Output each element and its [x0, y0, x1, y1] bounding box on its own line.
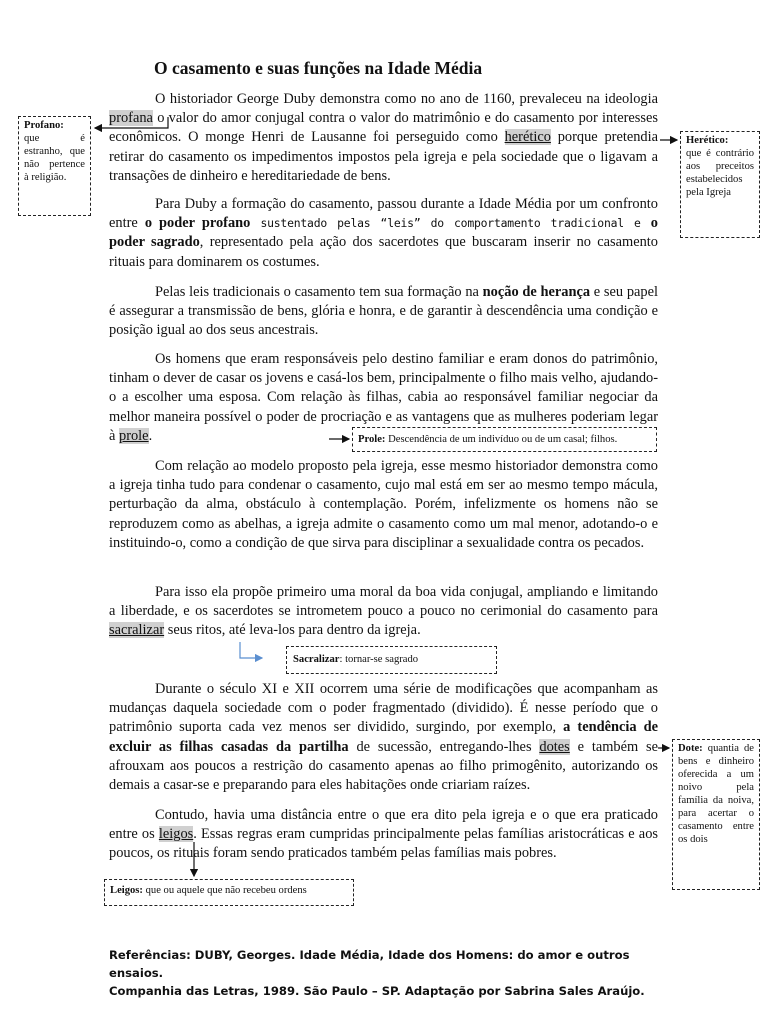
paragraph-6: Para isso ela propõe primeiro uma moral da boa vida conjugal, ampliando e limitando a liberdade, e os sacerdotes se intrometem pouco a pouco no cerimonial do casamento para sacralizar seus ritos, até leva-los para dentro da igreja.: [109, 584, 658, 639]
term-heretico: herético: [504, 129, 551, 146]
term-leigos: leigos: [158, 826, 194, 843]
paragraph-5: Com relação ao modelo proposto pela igreja, esse mesmo historiador demonstra como a igreja tinha tudo para condenar o casamento, cujo mal está em ser ao mesmo tempo mácula, perturbação da alma, obstáculo à contemplação. Porém, infelizmente os homens não se reproduzem como as abelhas, a igreja admite o casamento como um mal menor, adotando-o e instituindo-o, como a condição de que sirva para disciplinar a sexualidade contra os pecados.: [109, 458, 658, 551]
references: Referências: DUBY, Georges. Idade Média, Idade dos Homens: do amor e outros ensaios. Companhia das Letras, 1989. São Paulo – SP. Adaptação por Sabrina Sales Araújo.: [109, 948, 645, 998]
term-prole: prole: [119, 427, 149, 444]
term-dotes: dotes: [539, 738, 570, 755]
paragraph-2: Para Duby a formação do casamento, passou durante a Idade Média por um confronto entre o poder profano sustentado pelas “leis” do comportamento tradicional e o poder sagrado, representado pela ação dos sacerdotes que buscaram inserir no casamento rituais para dominarem os costumes.: [109, 196, 658, 270]
paragraph-4: Os homens que eram responsáveis pelo destino familiar e eram donos do patrimônio, tinham o dever de casar os jovens e casá-los bem, principalmente o filho mais velho, ajudando-o a escolher uma esposa. Com relação às filhas, cabia ao responsável familiar negociar da melhor maneira possível o poder de procriação e as vantagens que as mulheres poderiam legar à prole.: [109, 351, 658, 444]
paragraph-3: Pelas leis tradicionais o casamento tem sua formação na noção de herança e seu papel é assegurar a transmissão de bens, glória e honra, e de garantir à descendência uma condição e posição igual ao dos seus ancestrais.: [109, 284, 658, 339]
paragraph-1: O historiador George Duby demonstra como no ano de 1160, prevaleceu na ideologia profana o valor do amor conjugal contra o valor do matrimônio e do casamento por interesses econômicos. O monge Henri de Lausanne foi perseguido como herético porque pretendia retirar do casamento os impedimentos impostos pela igreja e pela sociedade que o ligavam a transações de dinheiro e hereditariedade de bens.: [109, 91, 658, 184]
note-prole: Prole: Descendência de um indivíduo ou de um casal; filhos.: [352, 427, 657, 452]
note-profano: Profano: que é estranho, que não pertence à religião.: [18, 116, 91, 216]
note-dote: Dote: quantia de bens e dinheiro oferecida a um noivo pela família da noiva, para acertar o casamento entre os dois: [672, 739, 760, 890]
term-sacralizar: sacralizar: [109, 622, 165, 639]
paragraph-8: Contudo, havia uma distância entre o que era dito pela igreja e o que era praticado entre os leigos. Essas regras eram cumpridas principalmente pelas famílias aristocráticas e aos poucos, os rituais foram sendo praticados também pelas famílias mais pobres.: [109, 807, 658, 862]
note-sacralizar: Sacralizar: tornar-se sagrado: [286, 646, 497, 674]
term-profana: profana: [109, 110, 153, 127]
document-title: O casamento e suas funções na Idade Média: [154, 58, 483, 78]
note-leigos: Leigos: que ou aquele que não recebeu ordens: [104, 879, 354, 906]
arrow-profano: [95, 117, 168, 128]
arrow-sacralizar: [240, 642, 262, 658]
note-heretico: Herético: que é contrário aos preceitos estabelecidos pela Igreja: [680, 131, 760, 238]
paragraph-7: Durante o século XI e XII ocorrem uma série de modificações que acompanham as mudanças daquela sociedade com o poder fragmentado (dividido). É nesse período que o patrimônio suporta cada vez menos ser dividido, surgindo, por exemplo, a tendência de excluir as filhas casadas da partilha de sucessão, entregando-lhes dotes e também se afrouxam aos poucos a restrição do casamento apenas ao filho primogênito, autorizando os demais a casar-se e preparando para eles habitações onde criariam raízes.: [109, 681, 659, 794]
